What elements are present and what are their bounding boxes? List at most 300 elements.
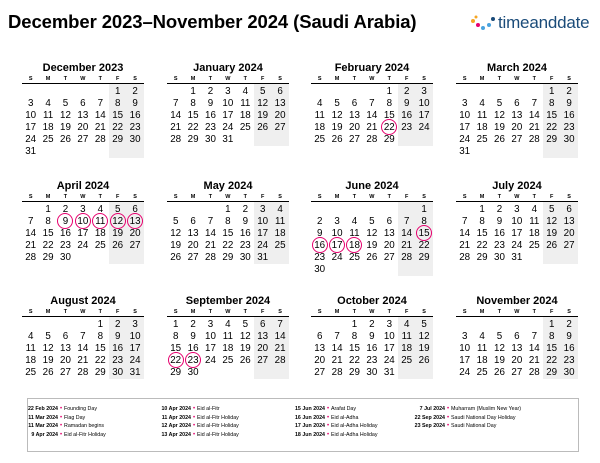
day-cell[interactable]: 19 — [494, 355, 505, 366]
day-cell[interactable]: 17 — [418, 110, 430, 121]
day-cell[interactable]: 28 — [459, 252, 471, 263]
day-cell[interactable]: 29 — [42, 252, 54, 263]
day-cell[interactable]: 21 — [94, 122, 106, 133]
day-cell[interactable]: 9 — [369, 331, 375, 342]
day-cell[interactable]: 23 — [239, 240, 251, 251]
day-cell[interactable]: 19 — [366, 240, 378, 251]
day-cell[interactable]: 20 — [274, 110, 286, 121]
day-cell[interactable]: 3 — [421, 86, 427, 97]
day-cell[interactable]: 5 — [496, 98, 503, 109]
day-cell[interactable]: 23 — [563, 122, 575, 133]
day-cell[interactable]: 22 — [222, 240, 234, 251]
holiday-day-cell[interactable]: 10 — [74, 216, 91, 228]
day-cell[interactable]: 19 — [112, 228, 124, 239]
day-cell[interactable]: 15 — [383, 110, 395, 121]
day-cell[interactable]: 1 — [45, 204, 51, 215]
day-cell[interactable]: 30 — [60, 252, 71, 263]
day-cell[interactable]: 9 — [496, 216, 503, 227]
day-cell[interactable]: 12 — [60, 110, 71, 121]
day-cell[interactable]: 6 — [566, 204, 572, 215]
day-cell[interactable]: 2 — [316, 216, 323, 227]
day-cell[interactable]: 17 — [222, 110, 234, 121]
day-cell[interactable]: 19 — [418, 343, 430, 354]
day-cell[interactable]: 16 — [239, 228, 251, 239]
day-cell[interactable]: 27 — [129, 240, 141, 251]
day-cell[interactable]: 20 — [77, 122, 89, 133]
day-cell[interactable]: 7 — [531, 331, 538, 342]
day-cell[interactable]: 25 — [401, 355, 413, 366]
day-cell[interactable]: 6 — [514, 331, 520, 342]
day-cell[interactable]: 15 — [112, 110, 124, 121]
day-cell[interactable]: 21 — [366, 122, 378, 133]
day-cell[interactable]: 25 — [476, 134, 488, 145]
day-cell[interactable]: 15 — [546, 343, 558, 354]
day-cell[interactable]: 15 — [546, 110, 558, 121]
day-cell[interactable]: 27 — [314, 367, 326, 378]
day-cell[interactable]: 14 — [170, 110, 182, 121]
day-cell[interactable]: 28 — [170, 134, 182, 145]
day-cell[interactable]: 19 — [60, 122, 71, 133]
day-cell[interactable]: 26 — [112, 240, 124, 251]
day-cell[interactable]: 6 — [316, 331, 323, 342]
day-cell[interactable]: 4 — [225, 319, 231, 330]
day-cell[interactable]: 2 — [114, 319, 121, 330]
day-cell[interactable]: 28 — [274, 355, 286, 366]
day-cell[interactable]: 8 — [97, 331, 104, 342]
day-cell[interactable]: 2 — [190, 319, 196, 330]
day-cell[interactable]: 29 — [476, 252, 488, 263]
day-cell[interactable]: 18 — [239, 110, 251, 121]
day-cell[interactable]: 24 — [77, 240, 89, 251]
day-cell[interactable]: 3 — [334, 216, 340, 227]
day-cell[interactable]: 30 — [494, 252, 505, 263]
day-cell[interactable]: 14 — [94, 110, 106, 121]
day-cell[interactable]: 24 — [331, 252, 343, 263]
day-cell[interactable]: 4 — [351, 216, 358, 227]
day-cell[interactable]: 9 — [566, 331, 572, 342]
day-cell[interactable]: 17 — [383, 343, 395, 354]
day-cell[interactable]: 12 — [239, 331, 251, 342]
day-cell[interactable]: 2 — [369, 319, 375, 330]
day-cell[interactable]: 24 — [129, 355, 141, 366]
day-cell[interactable]: 13 — [563, 216, 575, 227]
day-cell[interactable]: 16 — [563, 110, 575, 121]
day-cell[interactable]: 26 — [42, 367, 54, 378]
day-cell[interactable]: 25 — [94, 240, 106, 251]
day-cell[interactable]: 22 — [476, 240, 488, 251]
day-cell[interactable]: 19 — [257, 110, 269, 121]
day-cell[interactable]: 1 — [479, 204, 485, 215]
day-cell[interactable]: 29 — [94, 367, 106, 378]
day-cell[interactable]: 5 — [496, 331, 503, 342]
day-cell[interactable]: 29 — [349, 367, 360, 378]
day-cell[interactable]: 12 — [494, 343, 505, 354]
day-cell[interactable]: 17 — [77, 228, 89, 239]
day-cell[interactable]: 24 — [418, 122, 430, 133]
day-cell[interactable]: 18 — [25, 355, 37, 366]
day-cell[interactable]: 10 — [222, 98, 234, 109]
holiday-day-cell[interactable]: 23 — [184, 355, 201, 367]
day-cell[interactable]: 19 — [331, 122, 343, 133]
day-cell[interactable]: 27 — [563, 240, 575, 251]
day-cell[interactable]: 23 — [60, 240, 71, 251]
day-cell[interactable]: 23 — [494, 240, 505, 251]
day-cell[interactable]: 31 — [129, 367, 141, 378]
holiday-day-cell[interactable]: 22 — [167, 355, 184, 367]
day-cell[interactable]: 2 — [566, 86, 572, 97]
day-cell[interactable]: 8 — [351, 331, 358, 342]
day-cell[interactable]: 11 — [222, 331, 233, 342]
day-cell[interactable]: 7 — [27, 216, 34, 227]
day-cell[interactable]: 6 — [259, 319, 266, 330]
day-cell[interactable]: 2 — [242, 204, 249, 215]
day-cell[interactable]: 23 — [314, 252, 326, 263]
day-cell[interactable]: 28 — [205, 252, 216, 263]
day-cell[interactable]: 20 — [187, 240, 199, 251]
day-cell[interactable]: 1 — [114, 86, 121, 97]
day-cell[interactable]: 6 — [190, 216, 196, 227]
holiday-day-cell[interactable]: 22 — [381, 122, 398, 134]
day-cell[interactable]: 28 — [77, 367, 89, 378]
day-cell[interactable]: 8 — [548, 98, 555, 109]
day-cell[interactable]: 6 — [62, 331, 69, 342]
day-cell[interactable]: 17 — [205, 343, 216, 354]
day-cell[interactable]: 27 — [349, 134, 360, 145]
day-cell[interactable]: 31 — [257, 252, 269, 263]
day-cell[interactable]: 19 — [42, 355, 54, 366]
day-cell[interactable]: 25 — [314, 134, 326, 145]
day-cell[interactable]: 29 — [187, 134, 199, 145]
day-cell[interactable]: 9 — [132, 98, 138, 109]
day-cell[interactable]: 17 — [459, 355, 471, 366]
day-cell[interactable]: 21 — [77, 355, 89, 366]
day-cell[interactable]: 25 — [239, 122, 251, 133]
day-cell[interactable]: 14 — [459, 228, 471, 239]
day-cell[interactable]: 27 — [383, 252, 395, 263]
day-cell[interactable]: 5 — [259, 86, 266, 97]
day-cell[interactable]: 12 — [42, 343, 54, 354]
day-cell[interactable]: 26 — [170, 252, 182, 263]
day-cell[interactable]: 29 — [112, 134, 124, 145]
day-cell[interactable]: 2 — [132, 86, 138, 97]
day-cell[interactable]: 21 — [274, 343, 286, 354]
day-cell[interactable]: 11 — [25, 343, 36, 354]
day-cell[interactable]: 21 — [401, 240, 413, 251]
day-cell[interactable]: 20 — [129, 228, 141, 239]
day-cell[interactable]: 18 — [401, 343, 413, 354]
day-cell[interactable]: 1 — [190, 86, 196, 97]
day-cell[interactable]: 22 — [418, 240, 430, 251]
day-cell[interactable]: 27 — [60, 367, 71, 378]
day-cell[interactable]: 20 — [314, 355, 326, 366]
day-cell[interactable]: 12 — [331, 110, 343, 121]
day-cell[interactable]: 9 — [403, 98, 410, 109]
day-cell[interactable]: 21 — [459, 240, 471, 251]
day-cell[interactable]: 18 — [274, 228, 286, 239]
day-cell[interactable]: 3 — [259, 204, 266, 215]
day-cell[interactable]: 13 — [60, 343, 71, 354]
day-cell[interactable]: 26 — [418, 355, 430, 366]
day-cell[interactable]: 16 — [187, 343, 199, 354]
day-cell[interactable]: 9 — [566, 98, 572, 109]
day-cell[interactable]: 24 — [383, 355, 395, 366]
day-cell[interactable]: 26 — [331, 134, 343, 145]
day-cell[interactable]: 10 — [383, 331, 395, 342]
day-cell[interactable]: 20 — [60, 355, 71, 366]
day-cell[interactable]: 11 — [314, 110, 325, 121]
day-cell[interactable]: 30 — [563, 367, 575, 378]
day-cell[interactable]: 18 — [222, 343, 234, 354]
day-cell[interactable]: 14 — [401, 228, 413, 239]
day-cell[interactable]: 31 — [383, 367, 395, 378]
day-cell[interactable]: 19 — [239, 343, 251, 354]
day-cell[interactable]: 20 — [511, 355, 523, 366]
holiday-day-cell[interactable]: 11 — [92, 216, 109, 228]
day-cell[interactable]: 15 — [222, 228, 234, 239]
day-cell[interactable]: 11 — [529, 216, 540, 227]
day-cell[interactable]: 4 — [45, 98, 51, 109]
day-cell[interactable]: 9 — [242, 216, 249, 227]
day-cell[interactable]: 7 — [369, 98, 375, 109]
day-cell[interactable]: 13 — [257, 331, 269, 342]
day-cell[interactable]: 14 — [331, 343, 343, 354]
day-cell[interactable]: 10 — [459, 343, 471, 354]
day-cell[interactable]: 4 — [479, 331, 485, 342]
day-cell[interactable]: 17 — [257, 228, 269, 239]
day-cell[interactable]: 1 — [421, 204, 427, 215]
day-cell[interactable]: 30 — [129, 134, 141, 145]
day-cell[interactable]: 21 — [528, 355, 540, 366]
day-cell[interactable]: 16 — [366, 343, 378, 354]
day-cell[interactable]: 10 — [205, 331, 216, 342]
day-cell[interactable]: 29 — [546, 367, 558, 378]
day-cell[interactable]: 25 — [528, 240, 540, 251]
day-cell[interactable]: 9 — [316, 228, 323, 239]
day-cell[interactable]: 4 — [531, 204, 538, 215]
day-cell[interactable]: 13 — [511, 343, 523, 354]
day-cell[interactable]: 1 — [351, 319, 358, 330]
holiday-day-cell[interactable]: 17 — [328, 240, 345, 252]
day-cell[interactable]: 7 — [97, 98, 104, 109]
day-cell[interactable]: 3 — [132, 319, 138, 330]
day-cell[interactable]: 22 — [94, 355, 106, 366]
day-cell[interactable]: 21 — [528, 122, 540, 133]
day-cell[interactable]: 21 — [25, 240, 37, 251]
day-cell[interactable]: 1 — [172, 319, 179, 330]
day-cell[interactable]: 11 — [43, 110, 54, 121]
day-cell[interactable]: 9 — [190, 331, 196, 342]
day-cell[interactable]: 23 — [366, 355, 378, 366]
day-cell[interactable]: 13 — [511, 110, 523, 121]
day-cell[interactable]: 3 — [461, 331, 468, 342]
day-cell[interactable]: 5 — [242, 319, 249, 330]
day-cell[interactable]: 9 — [114, 331, 121, 342]
day-cell[interactable]: 28 — [25, 252, 37, 263]
day-cell[interactable]: 20 — [563, 228, 575, 239]
day-cell[interactable]: 25 — [476, 367, 488, 378]
day-cell[interactable]: 22 — [112, 122, 124, 133]
day-cell[interactable]: 17 — [511, 228, 523, 239]
day-cell[interactable]: 27 — [511, 367, 523, 378]
day-cell[interactable]: 8 — [421, 216, 427, 227]
day-cell[interactable]: 22 — [349, 355, 360, 366]
day-cell[interactable]: 21 — [205, 240, 216, 251]
day-cell[interactable]: 28 — [401, 252, 413, 263]
day-cell[interactable]: 11 — [275, 216, 286, 227]
day-cell[interactable]: 12 — [366, 228, 378, 239]
day-cell[interactable]: 30 — [112, 367, 124, 378]
day-cell[interactable]: 30 — [563, 134, 575, 145]
day-cell[interactable]: 16 — [401, 110, 413, 121]
day-cell[interactable]: 24 — [459, 134, 471, 145]
day-cell[interactable]: 30 — [314, 264, 326, 275]
day-cell[interactable]: 29 — [418, 252, 430, 263]
day-cell[interactable]: 13 — [187, 228, 199, 239]
day-cell[interactable]: 22 — [546, 355, 558, 366]
day-cell[interactable]: 12 — [257, 98, 269, 109]
day-cell[interactable]: 16 — [205, 110, 216, 121]
day-cell[interactable]: 10 — [459, 110, 471, 121]
day-cell[interactable]: 13 — [77, 110, 89, 121]
day-cell[interactable]: 25 — [42, 134, 54, 145]
day-cell[interactable]: 26 — [494, 367, 505, 378]
day-cell[interactable]: 13 — [349, 110, 360, 121]
day-cell[interactable]: 28 — [366, 134, 378, 145]
day-cell[interactable]: 8 — [190, 98, 196, 109]
day-cell[interactable]: 5 — [172, 216, 179, 227]
day-cell[interactable]: 27 — [187, 252, 199, 263]
day-cell[interactable]: 15 — [170, 343, 182, 354]
day-cell[interactable]: 24 — [459, 367, 471, 378]
day-cell[interactable]: 8 — [45, 216, 51, 227]
day-cell[interactable]: 6 — [277, 86, 283, 97]
day-cell[interactable]: 18 — [476, 122, 488, 133]
day-cell[interactable]: 18 — [94, 228, 106, 239]
day-cell[interactable]: 21 — [170, 122, 182, 133]
day-cell[interactable]: 11 — [401, 331, 412, 342]
day-cell[interactable]: 14 — [528, 343, 540, 354]
day-cell[interactable]: 1 — [386, 86, 393, 97]
day-cell[interactable]: 14 — [205, 228, 216, 239]
day-cell[interactable]: 4 — [277, 204, 283, 215]
day-cell[interactable]: 16 — [563, 343, 575, 354]
day-cell[interactable]: 14 — [528, 110, 540, 121]
day-cell[interactable]: 29 — [546, 134, 558, 145]
day-cell[interactable]: 7 — [172, 98, 179, 109]
day-cell[interactable]: 23 — [563, 355, 575, 366]
day-cell[interactable]: 15 — [94, 343, 106, 354]
day-cell[interactable]: 16 — [129, 110, 141, 121]
day-cell[interactable]: 20 — [349, 122, 360, 133]
day-cell[interactable]: 29 — [170, 367, 182, 378]
holiday-day-cell[interactable]: 9 — [57, 216, 74, 228]
day-cell[interactable]: 23 — [112, 355, 124, 366]
day-cell[interactable]: 25 — [349, 252, 360, 263]
day-cell[interactable]: 15 — [476, 228, 488, 239]
day-cell[interactable]: 10 — [257, 216, 269, 227]
day-cell[interactable]: 7 — [277, 319, 283, 330]
day-cell[interactable]: 19 — [494, 122, 505, 133]
day-cell[interactable]: 15 — [42, 228, 54, 239]
day-cell[interactable]: 12 — [170, 228, 182, 239]
day-cell[interactable]: 28 — [528, 134, 540, 145]
day-cell[interactable]: 8 — [479, 216, 485, 227]
day-cell[interactable]: 7 — [531, 98, 538, 109]
day-cell[interactable]: 31 — [25, 146, 37, 157]
day-cell[interactable]: 21 — [331, 355, 343, 366]
day-cell[interactable]: 10 — [511, 216, 523, 227]
day-cell[interactable]: 17 — [129, 343, 141, 354]
day-cell[interactable]: 18 — [314, 122, 326, 133]
day-cell[interactable]: 15 — [187, 110, 199, 121]
day-cell[interactable]: 28 — [94, 134, 106, 145]
day-cell[interactable]: 30 — [239, 252, 251, 263]
day-cell[interactable]: 10 — [129, 331, 141, 342]
day-cell[interactable]: 7 — [80, 331, 86, 342]
day-cell[interactable]: 4 — [403, 319, 410, 330]
day-cell[interactable]: 26 — [60, 134, 71, 145]
day-cell[interactable]: 10 — [25, 110, 37, 121]
day-cell[interactable]: 20 — [257, 343, 269, 354]
day-cell[interactable]: 3 — [27, 98, 34, 109]
day-cell[interactable]: 24 — [511, 240, 523, 251]
day-cell[interactable]: 1 — [225, 204, 231, 215]
day-cell[interactable]: 1 — [548, 86, 555, 97]
day-cell[interactable]: 18 — [42, 122, 54, 133]
day-cell[interactable]: 22 — [187, 122, 199, 133]
day-cell[interactable]: 26 — [239, 355, 251, 366]
day-cell[interactable]: 8 — [172, 331, 179, 342]
day-cell[interactable]: 10 — [418, 98, 430, 109]
day-cell[interactable]: 18 — [528, 228, 540, 239]
day-cell[interactable]: 16 — [494, 228, 505, 239]
day-cell[interactable]: 16 — [112, 343, 124, 354]
day-cell[interactable]: 22 — [546, 122, 558, 133]
day-cell[interactable]: 23 — [129, 122, 141, 133]
day-cell[interactable]: 4 — [27, 331, 34, 342]
day-cell[interactable]: 2 — [403, 86, 410, 97]
day-cell[interactable]: 19 — [546, 228, 558, 239]
day-cell[interactable]: 31 — [222, 134, 234, 145]
day-cell[interactable]: 17 — [25, 122, 37, 133]
day-cell[interactable]: 3 — [514, 204, 520, 215]
day-cell[interactable]: 1 — [97, 319, 104, 330]
day-cell[interactable]: 7 — [334, 331, 340, 342]
day-cell[interactable]: 25 — [222, 355, 234, 366]
day-cell[interactable]: 4 — [242, 86, 249, 97]
day-cell[interactable]: 4 — [97, 204, 104, 215]
day-cell[interactable]: 17 — [459, 122, 471, 133]
day-cell[interactable]: 26 — [257, 122, 269, 133]
day-cell[interactable]: 27 — [511, 134, 523, 145]
day-cell[interactable]: 2 — [62, 204, 69, 215]
day-cell[interactable]: 26 — [494, 134, 505, 145]
day-cell[interactable]: 11 — [240, 98, 251, 109]
day-cell[interactable]: 2 — [566, 319, 572, 330]
day-cell[interactable]: 3 — [207, 319, 214, 330]
day-cell[interactable]: 3 — [225, 86, 231, 97]
day-cell[interactable]: 13 — [314, 343, 326, 354]
day-cell[interactable]: 6 — [132, 204, 138, 215]
day-cell[interactable]: 2 — [496, 204, 503, 215]
day-cell[interactable]: 14 — [366, 110, 378, 121]
day-cell[interactable]: 3 — [386, 319, 393, 330]
day-cell[interactable]: 6 — [351, 98, 358, 109]
day-cell[interactable]: 12 — [546, 216, 558, 227]
day-cell[interactable]: 26 — [546, 240, 558, 251]
day-cell[interactable]: 5 — [114, 204, 121, 215]
day-cell[interactable]: 11 — [349, 228, 360, 239]
